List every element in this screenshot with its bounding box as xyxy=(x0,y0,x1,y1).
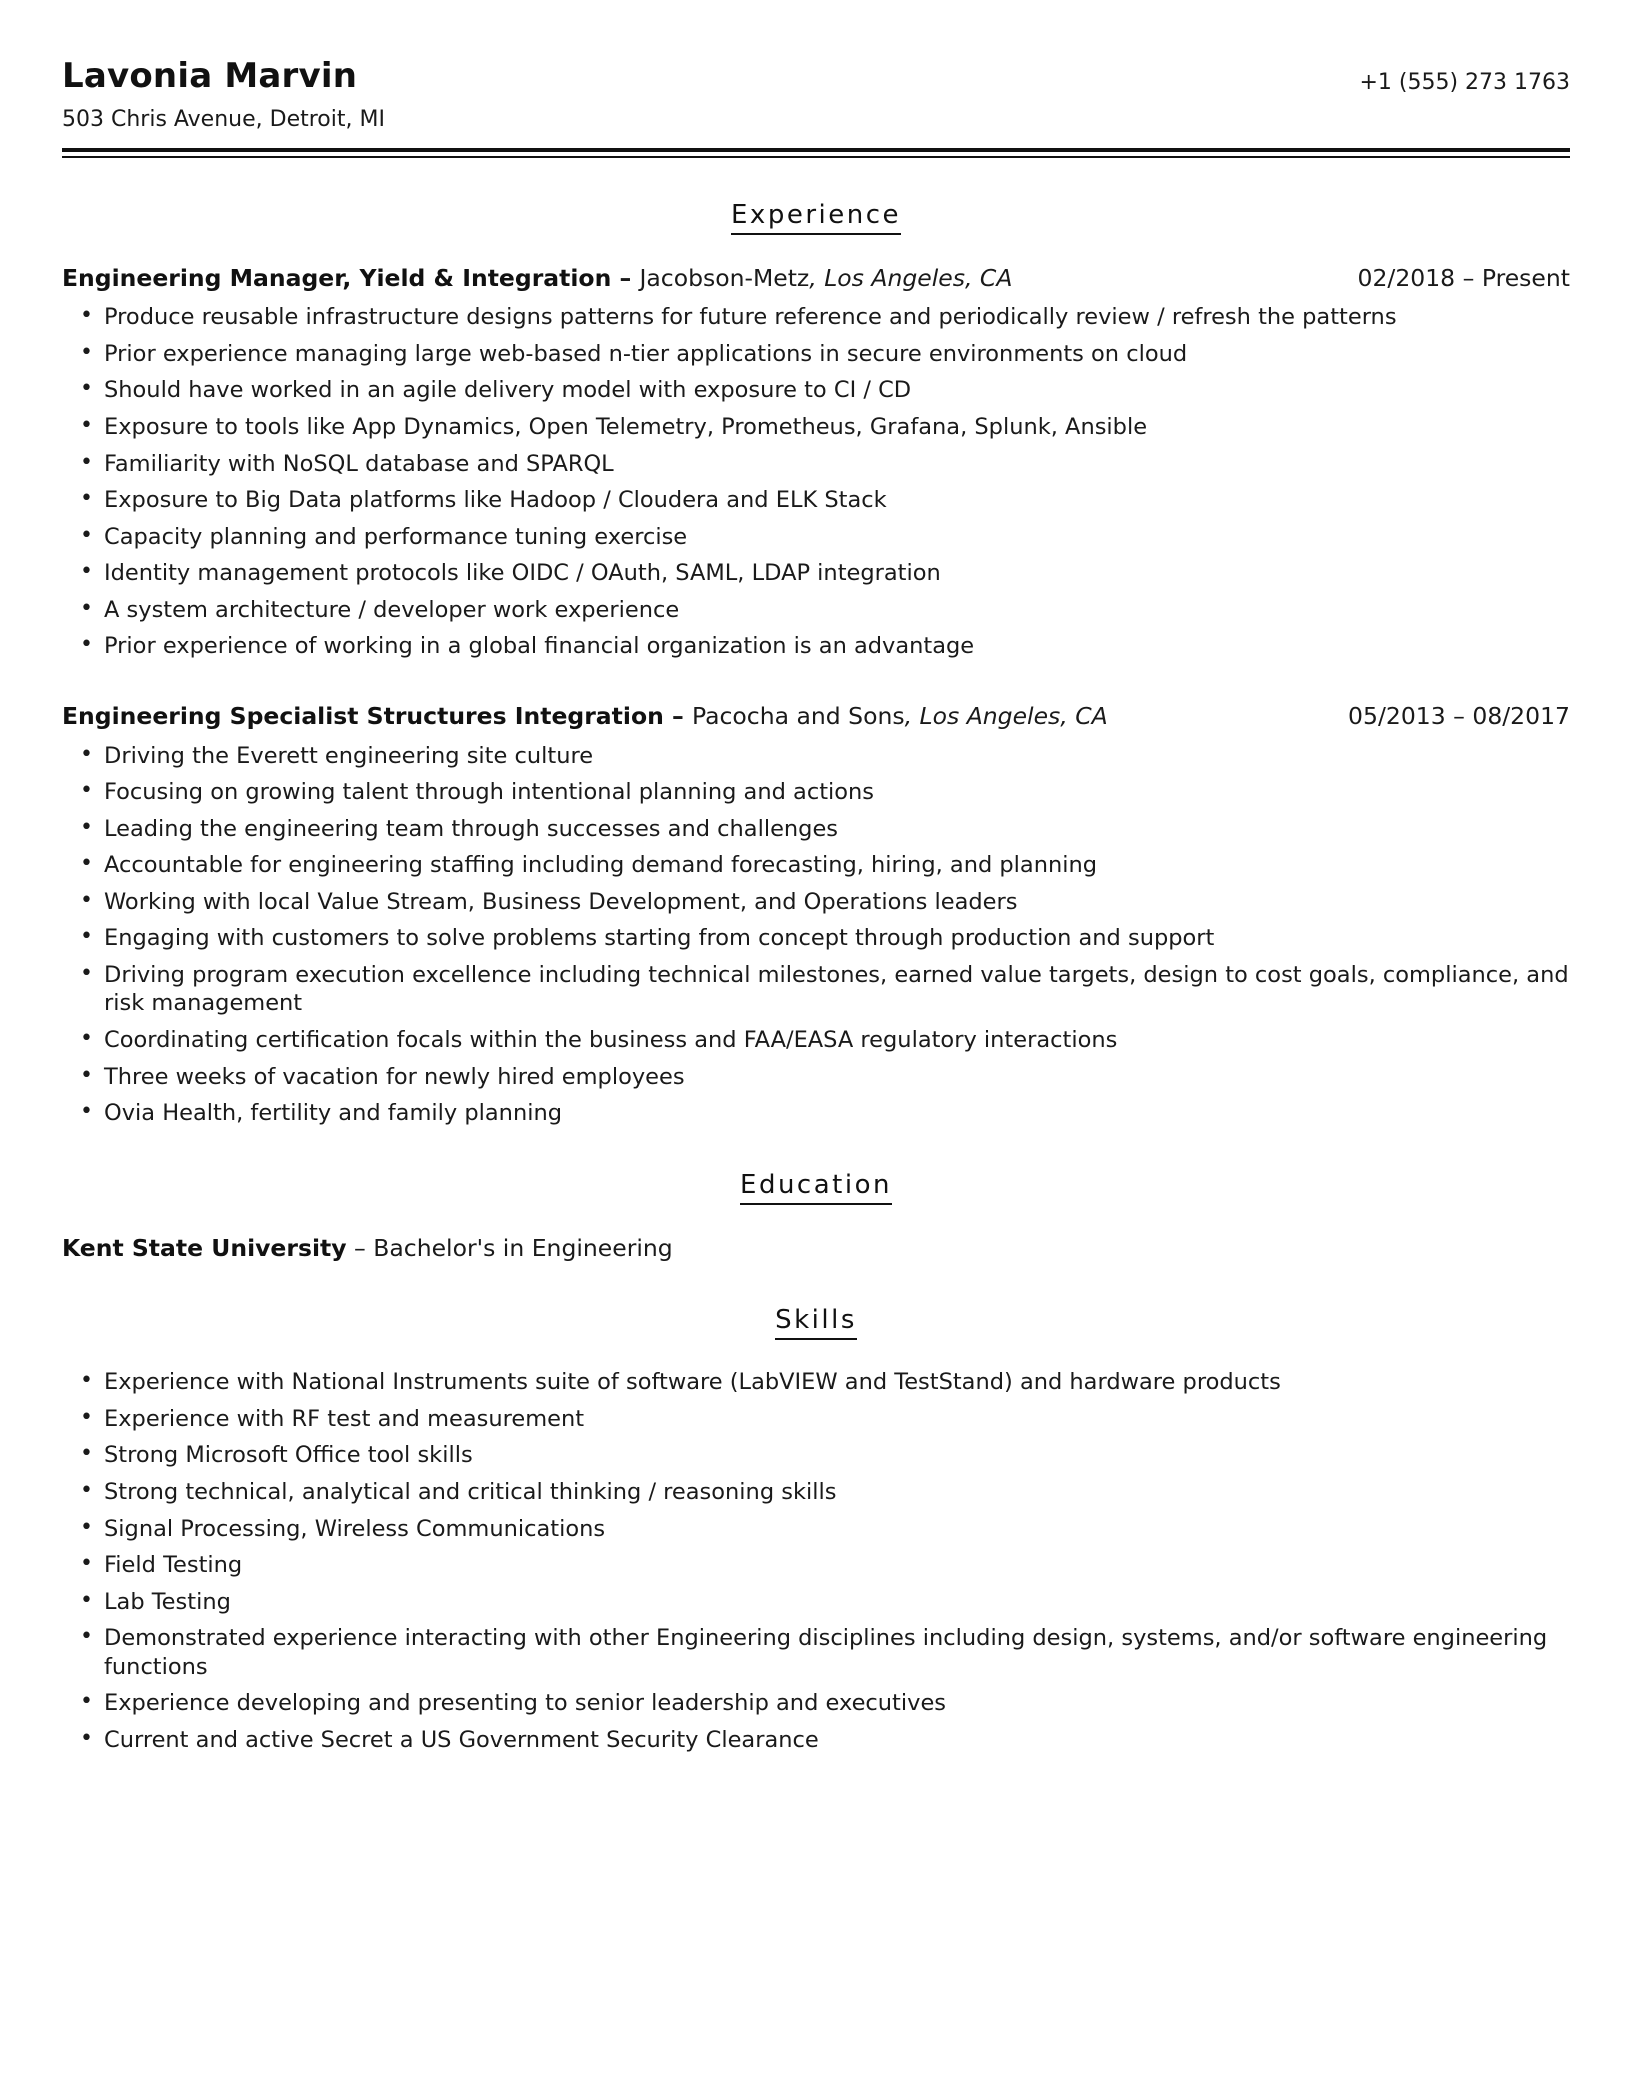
list-item: • Familiarity with NoSQL database and SPARQL xyxy=(62,450,1570,479)
candidate-name: Lavonia Marvin xyxy=(62,56,358,96)
job-location: , Los Angeles, CA xyxy=(809,263,1013,292)
job-title-dash: – xyxy=(663,701,692,730)
list-item: • Prior experience managing large web-based n-tier applications in secure environments on cloud xyxy=(62,340,1570,369)
list-item: • Experience with National Instruments suite of software (LabVIEW and TestStand) and hardware products xyxy=(62,1368,1570,1397)
experience-entry-title-line xyxy=(62,701,1108,732)
job-dates: 05/2013 – 08/2017 xyxy=(1348,701,1570,730)
list-item: • Experience with RF test and measurement xyxy=(62,1405,1570,1434)
education-dash: – xyxy=(346,1233,374,1262)
experience-entry xyxy=(62,701,1570,1128)
list-item: • Three weeks of vacation for newly hired employees xyxy=(62,1063,1570,1092)
list-item: • Strong Microsoft Office tool skills xyxy=(62,1441,1570,1470)
list-item: • Exposure to Big Data platforms like Hadoop / Cloudera and ELK Stack xyxy=(62,486,1570,515)
experience-entry-header xyxy=(62,263,1570,294)
list-item: • Lab Testing xyxy=(62,1588,1570,1617)
header-identity xyxy=(62,56,385,132)
section-title-text: Education xyxy=(740,1170,892,1205)
list-item: • Exposure to tools like App Dynamics, Open Telemetry, Prometheus, Grafana, Splunk, Ansible xyxy=(62,413,1570,442)
divider-thick xyxy=(62,148,1570,152)
list-item: • Leading the engineering team through successes and challenges xyxy=(62,815,1570,844)
job-title: Engineering Manager, Yield & Integration xyxy=(62,263,612,292)
candidate-address: 503 Chris Avenue, Detroit, MI xyxy=(62,106,385,132)
experience-entry-header xyxy=(62,701,1570,732)
list-item: • Should have worked in an agile delivery model with exposure to CI / CD xyxy=(62,376,1570,405)
skills-bullet-list xyxy=(62,1368,1570,1754)
company-name: Jacobson-Metz xyxy=(639,263,810,292)
job-title: Engineering Specialist Structures Integration xyxy=(62,701,664,730)
job-title-dash: – xyxy=(611,263,640,292)
list-item: • Driving the Everett engineering site culture xyxy=(62,742,1570,771)
list-item: • Capacity planning and performance tuning exercise xyxy=(62,523,1570,552)
candidate-phone: +1 (555) 273 1763 xyxy=(1359,70,1570,95)
degree-name: Bachelor's in Engineering xyxy=(373,1233,673,1262)
list-item: • Experience developing and presenting to senior leadership and executives xyxy=(62,1689,1570,1718)
list-item: • Prior experience of working in a global financial organization is an advantage xyxy=(62,632,1570,661)
list-item: • A system architecture / developer work experience xyxy=(62,596,1570,625)
list-item: • Accountable for engineering staffing including demand forecasting, hiring, and planning xyxy=(62,851,1570,880)
list-item: • Produce reusable infrastructure designs patterns for future reference and periodically review / refresh the patterns xyxy=(62,303,1570,332)
list-item: • Ovia Health, fertility and family planning xyxy=(62,1099,1570,1128)
section-heading-education xyxy=(62,1170,1570,1205)
list-item: • Signal Processing, Wireless Communications xyxy=(62,1515,1570,1544)
header-divider xyxy=(62,148,1570,158)
list-item: • Driving program execution excellence including technical milestones, earned value targets, design to cost goals, compliance, and risk management xyxy=(62,961,1570,1018)
section-heading-experience xyxy=(62,200,1570,235)
section-title-text: Skills xyxy=(775,1305,857,1340)
divider-thin xyxy=(62,156,1570,158)
list-item: • Demonstrated experience interacting with other Engineering disciplines including design, systems, and/or software engineering functions xyxy=(62,1624,1570,1681)
resume-header xyxy=(62,56,1570,132)
job-location: , Los Angeles, CA xyxy=(904,701,1108,730)
list-item: • Coordinating certification focals within the business and FAA/EASA regulatory interactions xyxy=(62,1026,1570,1055)
experience-entry xyxy=(62,263,1570,661)
school-name: Kent State University xyxy=(62,1233,347,1262)
list-item: • Current and active Secret a US Government Security Clearance xyxy=(62,1726,1570,1755)
list-item: • Identity management protocols like OIDC / OAuth, SAML, LDAP integration xyxy=(62,559,1570,588)
section-heading-skills xyxy=(62,1305,1570,1340)
list-item: • Strong technical, analytical and critical thinking / reasoning skills xyxy=(62,1478,1570,1507)
education-entry xyxy=(62,1233,1570,1264)
experience-bullet-list xyxy=(62,742,1570,1128)
job-dates: 02/2018 – Present xyxy=(1357,263,1570,292)
experience-entry-title-line xyxy=(62,263,1012,294)
list-item: • Field Testing xyxy=(62,1551,1570,1580)
experience-bullet-list xyxy=(62,303,1570,661)
list-item: • Engaging with customers to solve problems starting from concept through production and support xyxy=(62,924,1570,953)
list-item: • Focusing on growing talent through intentional planning and actions xyxy=(62,778,1570,807)
company-name: Pacocha and Sons xyxy=(691,701,905,730)
section-title-text: Experience xyxy=(731,200,901,235)
list-item: • Working with local Value Stream, Business Development, and Operations leaders xyxy=(62,888,1570,917)
